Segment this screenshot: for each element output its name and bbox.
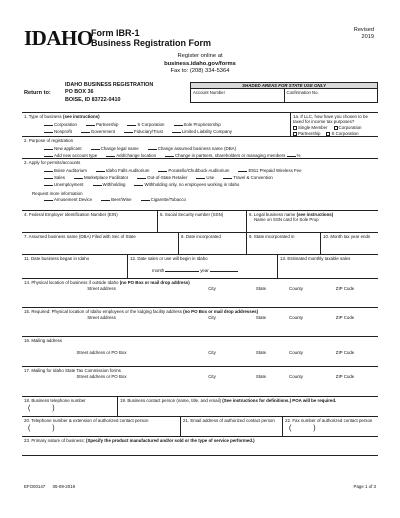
date-incorporated-field[interactable]: 8. Date incorporated: [178, 233, 246, 254]
opt-withholding[interactable]: Withholding: [93, 182, 126, 187]
mailing-block: [22, 79, 378, 112]
opt-new-applicant[interactable]: New applicant: [44, 146, 82, 151]
chk-llc-corporation[interactable]: Corporation: [334, 125, 362, 130]
section-purpose: 2. Purpose of registration New applicant Change legal name Change assumed business name (DBA) Add new account type Add/change location Change in partners, shareholders or managing members %: [22, 136, 378, 158]
chk-llc-partnership[interactable]: Partnership: [293, 131, 320, 136]
section-authorized-contact: [22, 416, 378, 436]
opt-use[interactable]: Use: [196, 175, 214, 180]
registration-url[interactable]: business.idaho.gov/forms: [164, 60, 236, 67]
form-code: EFO00147 05-09-2019: [24, 484, 76, 489]
online-registration-info: Register online at business.idaho.gov/forms Fax to: (208) 334-5364: [22, 53, 378, 76]
form-header: [22, 26, 378, 52]
section-nature-of-business: [22, 436, 378, 456]
section-permits: 3. Apply for permits/accounts Boise Auditorium Idaho Falls Auditorium Pocatello/Chubbuck Auditorium E911 Prepaid Wireless Fee Sales Marketplace Facilitator Out-of-State Retailer Use Travel & Convention Unemployment Withholding Withholding only, no employees working in Idaho Request more information Amusement Device Beer/Wine Cigarette/Tobacco: [22, 158, 378, 210]
section-idaho-employees-location: 15. Required: Physical location of Idaho employees or the lodging facility address (no PO Box or mail drop addresses) Street address City State County ZIP Code: [22, 307, 378, 336]
page-footer: [22, 484, 378, 489]
section-tax-commission-mailing: 17. Mailing for Idaho State Tax Commission forms Street address or PO Box City State County ZIP Code: [22, 366, 378, 396]
tax-year-end-field[interactable]: 10. Month tax year ends: [320, 233, 378, 254]
opt-change-partners[interactable]: Change in partners, shareholders or managing members %: [165, 153, 300, 158]
opt-sole-proprietorship[interactable]: Sole Proprietorship: [174, 122, 221, 127]
section-dates: [22, 254, 378, 278]
opt-idaho-falls-auditorium[interactable]: Idaho Falls Auditorium: [96, 168, 149, 173]
form-title: Form IBR-1 Business Registration Form: [91, 28, 212, 49]
revision-note: Revised 2019: [353, 27, 374, 41]
section-contact: [22, 396, 378, 416]
authorized-email-field[interactable]: 21. Email address of authorized contact person: [180, 417, 282, 436]
opt-llc[interactable]: Limited Liability Company: [172, 129, 232, 134]
opt-withholding-only[interactable]: Withholding only, no employees working in Idaho: [134, 182, 239, 187]
state-use-box: [190, 82, 378, 103]
opt-partnership[interactable]: Partnership: [86, 122, 118, 127]
opt-unemployment[interactable]: Unemployment: [44, 182, 84, 187]
chk-single-member[interactable]: Single Member: [293, 125, 328, 130]
opt-government[interactable]: Government: [81, 129, 115, 134]
section-mailing-address: 16. Mailing address Street address or PO Box City State County ZIP Code: [22, 336, 378, 366]
opt-change-legal-name[interactable]: Change legal name: [91, 146, 139, 151]
opt-sales[interactable]: Sales: [44, 175, 65, 180]
opt-fiduciary-trust[interactable]: Fiduciary/Trust: [124, 129, 163, 134]
authorized-phone-field[interactable]: 20. Telephone number & extension of authorized contact person ( ): [24, 417, 149, 432]
confirmation-number-field: Confirmation No.: [284, 89, 378, 103]
page-number: Page 1 of 3: [353, 484, 376, 489]
return-to-label: Return to:: [24, 89, 51, 96]
chk-llc-s-corporation[interactable]: S Corporation: [326, 131, 358, 136]
authorized-fax-field[interactable]: 22. Fax number of authorized contact person ( ): [282, 417, 378, 436]
section-ids: [22, 210, 378, 232]
ein-field[interactable]: 4. Federal Employer Identification Number (EIN): [24, 211, 118, 217]
dba-field[interactable]: 7. Assumed business name (DBA) Filed with Sec of State: [24, 233, 136, 239]
opt-cigarette-tobacco[interactable]: Cigarette/Tobacco: [141, 197, 186, 202]
ssn-field[interactable]: 5. Social Security number (SSN): [157, 211, 246, 232]
business-phone-field[interactable]: 18. Business telephone number ( ): [24, 397, 86, 412]
llc-tax-question: 1a. If LLC, how have you chosen to be taxed for income tax purposes?: [293, 113, 368, 124]
opt-add-account-type[interactable]: Add new account type: [44, 153, 97, 158]
date-began-field[interactable]: 11. Date business began in Idaho: [24, 255, 90, 261]
state-use-heading: SHADED AREAS FOR STATE USE ONLY: [191, 83, 377, 89]
section-physical-location-outside: 14. Physical location of business if outside Idaho (no PO Box or mail drop address) Street address City State County ZIP Code: [22, 278, 378, 307]
section-type-of-business: 1. Type of business (see instructions) Corporation Partnership S Corporation Sole Proprietorship Nonprofit Government Fiduciary/Trust Limited Liability Company 1a. If LLC, how have you chosen to be taxed for income tax purposes? Single Member Corporation Partnership S Corporation: [22, 112, 378, 136]
opt-travel-convention[interactable]: Travel & Convention: [223, 175, 273, 180]
opt-beer-wine[interactable]: Beer/Wine: [101, 197, 132, 202]
section-dba: [22, 232, 378, 254]
nature-of-business-field[interactable]: 23. Primary nature of business: (Specify the product manufactured and/or sold or the type of service performed.): [24, 437, 255, 443]
opt-e911-fee[interactable]: E911 Prepaid Wireless Fee: [238, 168, 301, 173]
opt-corporation[interactable]: Corporation: [44, 122, 77, 127]
sales-begin-field[interactable]: 12. Date sales or use will begin in Idaho month year: [127, 255, 277, 278]
opt-nonprofit[interactable]: Nonprofit: [44, 129, 72, 134]
account-number-field: Account Number: [193, 89, 226, 95]
opt-add-change-location[interactable]: Add/change location: [106, 153, 156, 158]
opt-boise-auditorium[interactable]: Boise Auditorium: [44, 168, 87, 173]
opt-s-corporation[interactable]: S Corporation: [127, 122, 164, 127]
opt-change-dba[interactable]: Change assumed business name (DBA): [148, 146, 236, 151]
opt-amusement-device[interactable]: Amusement Device: [44, 197, 92, 202]
idaho-logo: IDAHO: [24, 26, 93, 50]
business-contact-field[interactable]: 19. Business contact person (name, title, and email) (See instructions for definitions.) POA will be required.: [117, 397, 378, 416]
monthly-taxable-sales-field[interactable]: 13. Estimated monthly taxable sales: [277, 255, 378, 278]
opt-pocatello-auditorium[interactable]: Pocatello/Chubbuck Auditorium: [158, 168, 229, 173]
state-incorporated-field[interactable]: 9. State incorporated in: [246, 233, 320, 254]
legal-name-field[interactable]: 6. Legal business name (see instructions) Name on SSN card for Sole Prop: [246, 211, 378, 232]
return-address: IDAHO BUSINESS REGISTRATION PO BOX 36 BOISE, ID 83722-0410: [65, 81, 154, 103]
opt-out-of-state-retailer[interactable]: Out-of-State Retailer: [137, 175, 187, 180]
opt-marketplace-facilitator[interactable]: Marketplace Facilitator: [74, 175, 128, 180]
request-info-label: Request more information: [32, 190, 83, 196]
